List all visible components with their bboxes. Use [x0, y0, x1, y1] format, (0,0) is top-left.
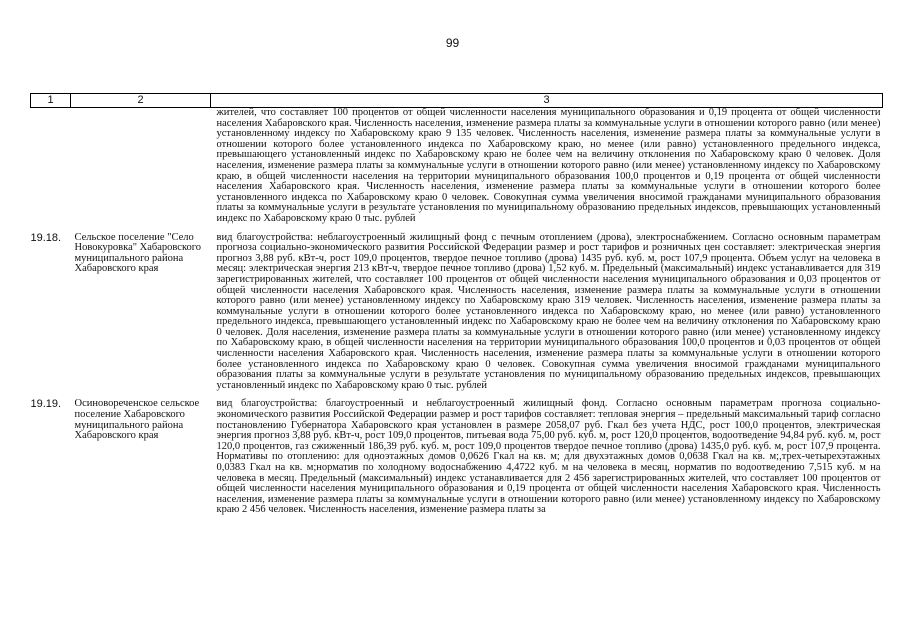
row-number: [31, 108, 71, 225]
table-row: [31, 108, 883, 225]
document-table: [30, 93, 883, 516]
header-col-2: 2: [71, 94, 211, 108]
table-row: [31, 225, 883, 392]
row-number: 19.18.: [30, 231, 62, 244]
header-col-3: 3: [211, 94, 883, 108]
page-number: 99: [445, 36, 460, 50]
table-row: [31, 391, 883, 516]
row-settlement-name: Сельское поселение "Село Новокуровка" Хабаровского муниципального района Хабаровского края: [74, 231, 202, 275]
row-description: жителей, что составляет 100 процентов от общей численности населения муниципального образования и 0,19 процента от общей численности населения Хабаровского края. Численность населения, изменение размера платы за коммунальные услуги в отношении которого равно (или менее) установленному индексу по Хабаровскому краю 9 135 человек. Численность населения, изменение размера платы за коммунальные услуги в отношении которого более установленного индекса по Хабаровскому краю, но менее (или равно) установленного предельного индекса, превышающего установленный индекс по Хабаровскому краю не более чем на величину отклонения по Хабаровскому краю 0 человек. Доля населения, изменение размера платы за коммунальные услуги в отношении которого равно (или менее) установленному индексу по Хабаровскому краю, в общей численности населения на территории муниципального образования 100,0 процентов и 0,19 процента от общей численности населения Хабаровского края. Численность населения, изменение размера платы за коммунальные услуги в отношении которого более установленного индекса по Хабаровскому краю 0 человек. Совокупная сумма увеличения вносимой гражданами муниципального образования платы за коммунальные услуги в результате установления по муниципальному образованию предельных индексов, превышающих установленный индекс по Хабаровскому краю 0 тыс. рублей: [216, 107, 881, 224]
row-number: 19.19.: [30, 398, 62, 411]
header-col-1: 1: [31, 94, 71, 108]
row-description: вид благоустройства: благоустроенный и неблагоустроенный жилищный фонд. Согласно основным параметрам прогноза социально-экономического развития Российской Федерации размер и рост тарифов составляет: тепловая энергия – предельный максимальный тариф согласно постановлению Губернатора Хабаровского края установлен в размере 2058,07 руб. Гкал без учета НДС, рост 100,0 процентов, электрическая энергия прогноз 3,88 руб. кВт-ч, рост 109,0 процентов, питьевая вода 75,00 руб. куб. м, рост 120,0 процентов, водоотведение 94,84 руб. куб. м, рост 120,0 процентов, газ сжиженный 186,39 руб. куб. м, рост 109,0 процентов твердое печное топливо (дрова) 1435,0 руб. куб. м, рост 107,9 процента. Нормативы по отоплению: для одноэтажных домов 0,0626 Гкал на кв. м; для двухэтажных домов 0,0638 Гкал на кв. м;,трех-четырехэтажных 0,0383 Гкал на кв. м;норматив по холодному водоснабжению 4,4722 куб. м на человека в месяц, норматив по водоотведению 7,515 куб. м на человека в месяц. Предельный (максимальный) индекс устанавливается для 2 456 зарегистрированных жителей, что составляет 100 процентов от общей численности населения муниципального образования и 0,19 процента от общей численности населения Хабаровского края. Численность населения, изменение размера платы за коммунальные услуги в отношении которого равно (или менее) установленному индексу по Хабаровскому краю 2 456 человек. Численность населения, изменение размера платы за: [216, 398, 881, 516]
row-description: вид благоустройства: неблагоустроенный жилищный фонд с печным отоплением (дрова), электроснабжением. Согласно основным параметрам прогноза социально-экономического развития Российской Федерации размер и рост тарифов и розничных цен составляет: электрическая энергия прогноз 3,88 руб. кВт-ч, рост 109,0 процентов, твердое печное топливо (дрова) 1435 руб. куб. м, рост 107,9 процента. Объем услуг на человека в месяц: электрическая энергия 213 кВт-ч, твердое печное топливо (дрова) 1,52 куб. м. Предельный (максимальный) индекс устанавливается для 319 зарегистрированных жителей, что составляет 100 процентов от общей численности населения муниципального образования и 0,03 процентов от общей численности населения Хабаровского края. Численность населения, изменение размера платы за коммунальные услуги в отношении которого равно (или менее) установленному индексу по Хабаровскому краю 319 человек. Численность населения, изменение размера платы за коммунальные услуги в отношении которого более установленного индекса по Хабаровскому краю, но менее (или равно) установленного предельного индекса, превышающего установленный индекс по Хабаровскому краю не более чем на величину отклонения по Хабаровскому краю 0 человек. Доля населения, изменение размера платы за коммунальные услуги в отношении которого равно (или менее) установленному индексу по Хабаровскому краю, в общей численности населения на территории муниципального образования 100,0 процентов и 0,03 процентов от общей численности населения Хабаровского края. Численность населения, изменение размера платы за коммунальные услуги в отношении которого более установленного индекса по Хабаровскому краю 0 человек. Совокупная сумма увеличения вносимой гражданами муниципального образования платы за коммунальные услуги в результате установления по муниципальному образованию предельных индексов, превышающих установленный индекс по Хабаровскому краю 0 тыс. рублей: [216, 231, 881, 391]
row-settlement-name: Осиновореченское сельское поселение Хабаровского муниципального района Хабаровского края: [74, 398, 200, 442]
row-settlement-name: [71, 108, 211, 225]
table-header-row: [31, 94, 883, 108]
